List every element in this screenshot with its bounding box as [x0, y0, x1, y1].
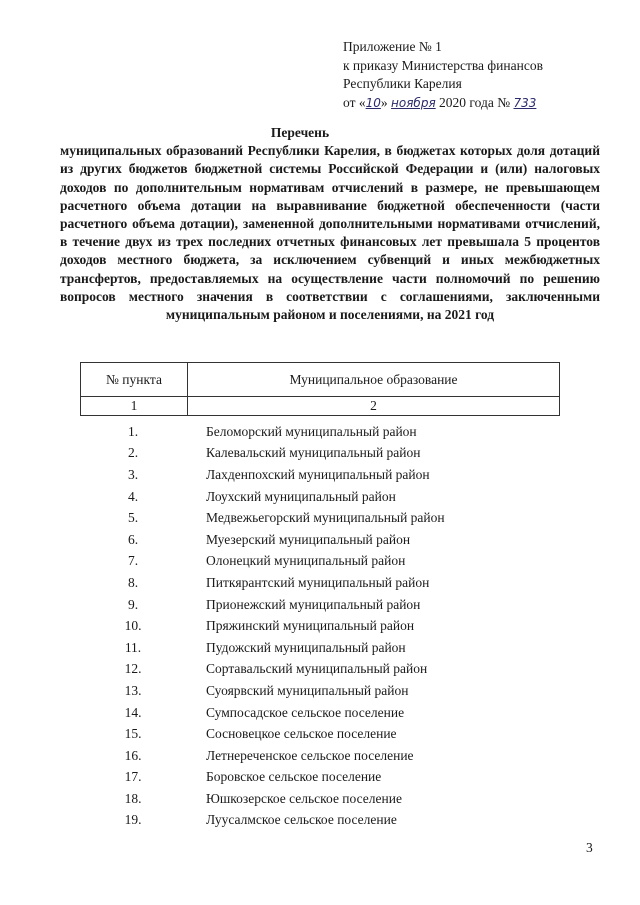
- table-row: [80, 443, 560, 465]
- date-year: 2020 года №: [435, 94, 514, 110]
- row-number: 13.: [124, 682, 142, 698]
- row-number: 17.: [124, 769, 142, 785]
- row-number: 9.: [127, 596, 139, 612]
- row-municipality-name: Питкярантский муниципальный район: [206, 574, 430, 590]
- row-municipality-name: Лоухский муниципальный район: [206, 488, 396, 504]
- table-row: [80, 507, 560, 529]
- row-municipality-name: Юшкозерское сельское поселение: [206, 790, 402, 806]
- table-row: [80, 659, 560, 681]
- row-number: 5.: [127, 510, 139, 526]
- row-municipality-name: Сумпосадское сельское поселение: [206, 704, 405, 720]
- table-row: [80, 572, 560, 594]
- municipality-list: [80, 421, 560, 831]
- appendix-title: Приложение № 1: [343, 39, 442, 54]
- row-number: 15.: [124, 726, 142, 742]
- appendix-republic: Республики Карелия: [343, 76, 462, 91]
- table-row: [80, 723, 560, 745]
- row-municipality-name: Муезерский муниципальный район: [206, 531, 411, 547]
- table-row: [80, 788, 560, 810]
- row-number: 3.: [127, 466, 139, 482]
- row-municipality-name: Олонецкий муниципальный район: [206, 553, 406, 569]
- row-number: 7.: [127, 553, 139, 569]
- row-municipality-name: Луусалмское сельское поселение: [206, 812, 397, 828]
- row-number: 10.: [124, 618, 142, 634]
- table-row: [80, 615, 560, 637]
- row-number: 11.: [124, 639, 142, 655]
- row-number: 19.: [124, 812, 142, 828]
- table-row: [80, 486, 560, 508]
- table-row: [80, 464, 560, 486]
- row-municipality-name: Медвежьегорский муниципальный район: [206, 510, 445, 526]
- row-number: 2.: [127, 445, 139, 461]
- date-prefix: от «: [343, 94, 366, 110]
- table-row: [80, 551, 560, 573]
- appendix-block: [343, 38, 543, 112]
- table-row: [80, 702, 560, 724]
- col-header-municipality: Муниципальное образование: [188, 363, 560, 397]
- row-municipality-name: Боровское сельское поселение: [206, 769, 382, 785]
- row-number: 8.: [127, 574, 139, 590]
- col-index-2: 2: [188, 397, 560, 416]
- title-text: муниципальных образований Республики Карелия, в бюджетах которых доля дотаций из других бюджетов бюджетной системы Российской Федерации и (или) налоговых доходов по дополнительным нормативам отчислений в размере, не превышающем расчетного объема дотации на выравнивание бюджетной обеспеченности (части расчетного объема дотации), замененной дополнительными нормативами отчислений, в течение двух из трех последних отчетных финансовых лет превышала 5 процентов доходов местного бюджета, за исключением субвенций и иных межбюджетных трансфертов, предоставляемых на осуществление части полномочий по решению вопросов местного значения в соответствии с соглашениями, заключенными муниципальным районом и поселениями, на 2021 год: [60, 143, 600, 323]
- row-number: 6.: [127, 531, 139, 547]
- row-municipality-name: Пудожский муниципальный район: [206, 639, 406, 655]
- table-row: [80, 421, 560, 443]
- col-index-1: 1: [81, 397, 188, 416]
- table-row: [80, 767, 560, 789]
- row-municipality-name: Летнереченское сельское поселение: [206, 747, 414, 763]
- table-row: [80, 680, 560, 702]
- table-row: [80, 745, 560, 767]
- row-number: 14.: [124, 704, 142, 720]
- date-day-handwritten: 10: [365, 95, 381, 110]
- date-month-handwritten: ноября: [391, 95, 436, 110]
- appendix-date-line: [343, 94, 543, 113]
- row-number: 18.: [124, 790, 142, 806]
- document-title: [60, 124, 600, 324]
- row-municipality-name: Пряжинский муниципальный район: [206, 618, 415, 634]
- title-heading: Перечень: [270, 125, 330, 140]
- row-municipality-name: Прионежский муниципальный район: [206, 596, 421, 612]
- col-header-number: № пункта: [81, 363, 188, 397]
- row-municipality-name: Сосновецкое сельское поселение: [206, 726, 397, 742]
- table-row: [80, 594, 560, 616]
- page-number: 3: [586, 840, 593, 855]
- row-municipality-name: Калевальский муниципальный район: [206, 445, 421, 461]
- row-number: 16.: [124, 747, 142, 763]
- row-municipality-name: Лахденпохский муниципальный район: [206, 466, 430, 482]
- table-row: [80, 810, 560, 832]
- appendix-order-ref: к приказу Министерства финансов: [343, 57, 543, 73]
- row-municipality-name: Сортавальский муниципальный район: [206, 661, 428, 677]
- table-row: [80, 637, 560, 659]
- row-municipality-name: Суоярвский муниципальный район: [206, 682, 409, 698]
- row-number: 12.: [124, 661, 142, 677]
- table-row: [80, 529, 560, 551]
- row-municipality-name: Беломорский муниципальный район: [206, 423, 417, 439]
- row-number: 1.: [127, 423, 139, 439]
- table-header: [80, 362, 560, 416]
- order-number-handwritten: 733: [513, 95, 537, 110]
- date-separator: »: [380, 94, 392, 110]
- row-number: 4.: [127, 488, 139, 504]
